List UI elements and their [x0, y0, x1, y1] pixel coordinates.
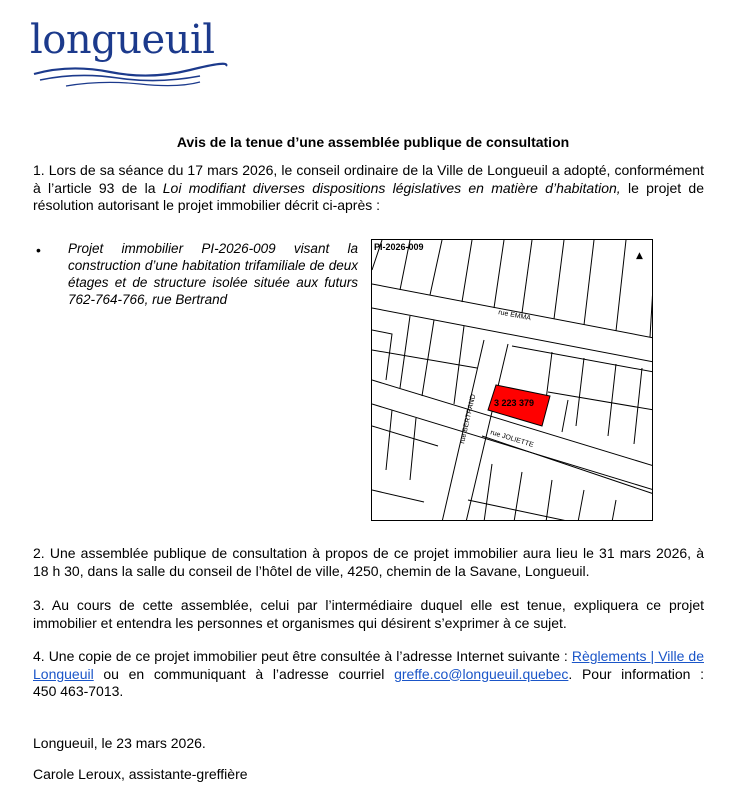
place-date: Longueuil, le 23 mars 2026.	[33, 735, 206, 751]
reglements-link[interactable]: Règlements | Ville de Longueuil	[33, 648, 704, 682]
paragraph-2: 2. Une assemblée publique de consultation à propos de ce projet immobilier aura lieu le 31 mars 2026, à 18 h 30, dans la salle du conseil de l’hôtel de ville, 4250, chemin de la Savane, Longueuil.	[33, 545, 704, 579]
paragraph-1-text: 1. Lors de sa séance du 17 mars 2026, le conseil ordinaire de la Ville de Longueuil a adopté, conformément à l’article 93 de la	[33, 162, 704, 196]
paragraph-4-middle: ou en communiquant à l’adresse courriel	[93, 665, 395, 682]
email-link[interactable]: greffe.co@longueuil.quebec	[394, 665, 569, 682]
paragraph-4-end: . Pour information : 450 463-7013.	[33, 665, 704, 699]
logo-text: longueuil	[30, 17, 215, 63]
law-title: Loi modifiant diverses dispositions législatives en matière d’habitation,	[162, 179, 621, 196]
map-label: PI-2026-009	[374, 242, 424, 252]
paragraph-1-end: le projet de résolution autorisant le projet immobilier décrit ci-après :	[33, 179, 704, 213]
street-label-joliette: rue JOLIETTE	[489, 429, 535, 449]
street-label-emma: rue EMMA	[497, 309, 532, 323]
signature: Carole Leroux, assistante-greffière	[33, 766, 248, 782]
project-description: Projet immobilier PI-2026-009 visant la construction d’une habitation trifamiliale de deux étages et de structure isolée située aux futurs 762-764-766, rue Bertrand	[68, 241, 358, 307]
logo-waves-icon	[30, 12, 230, 92]
map-drawing	[372, 240, 653, 521]
location-map	[371, 239, 653, 521]
notice-title: Avis de la tenue d’une assemblée publique de consultation	[176, 134, 570, 150]
lot-number: 3 223 379	[494, 398, 535, 408]
bullet-marker: •	[36, 242, 41, 258]
longueuil-logo	[30, 12, 230, 82]
street-label-bertrand: rue BERTRAND	[459, 393, 478, 445]
paragraph-3: 3. Au cours de cette assemblée, celui par l’intermédiaire duquel elle est tenue, expliquera ce projet immobilier et entendra les personnes et organismes qui désirent s’exprimer à ce sujet.	[33, 597, 704, 631]
north-arrow-icon: ▲	[636, 251, 643, 261]
paragraph-4	[33, 648, 704, 701]
paragraph-1	[33, 162, 704, 215]
paragraph-4-text: 4. Une copie de ce projet immobilier peut être consultée à l’adresse Internet suivante :	[33, 648, 572, 664]
